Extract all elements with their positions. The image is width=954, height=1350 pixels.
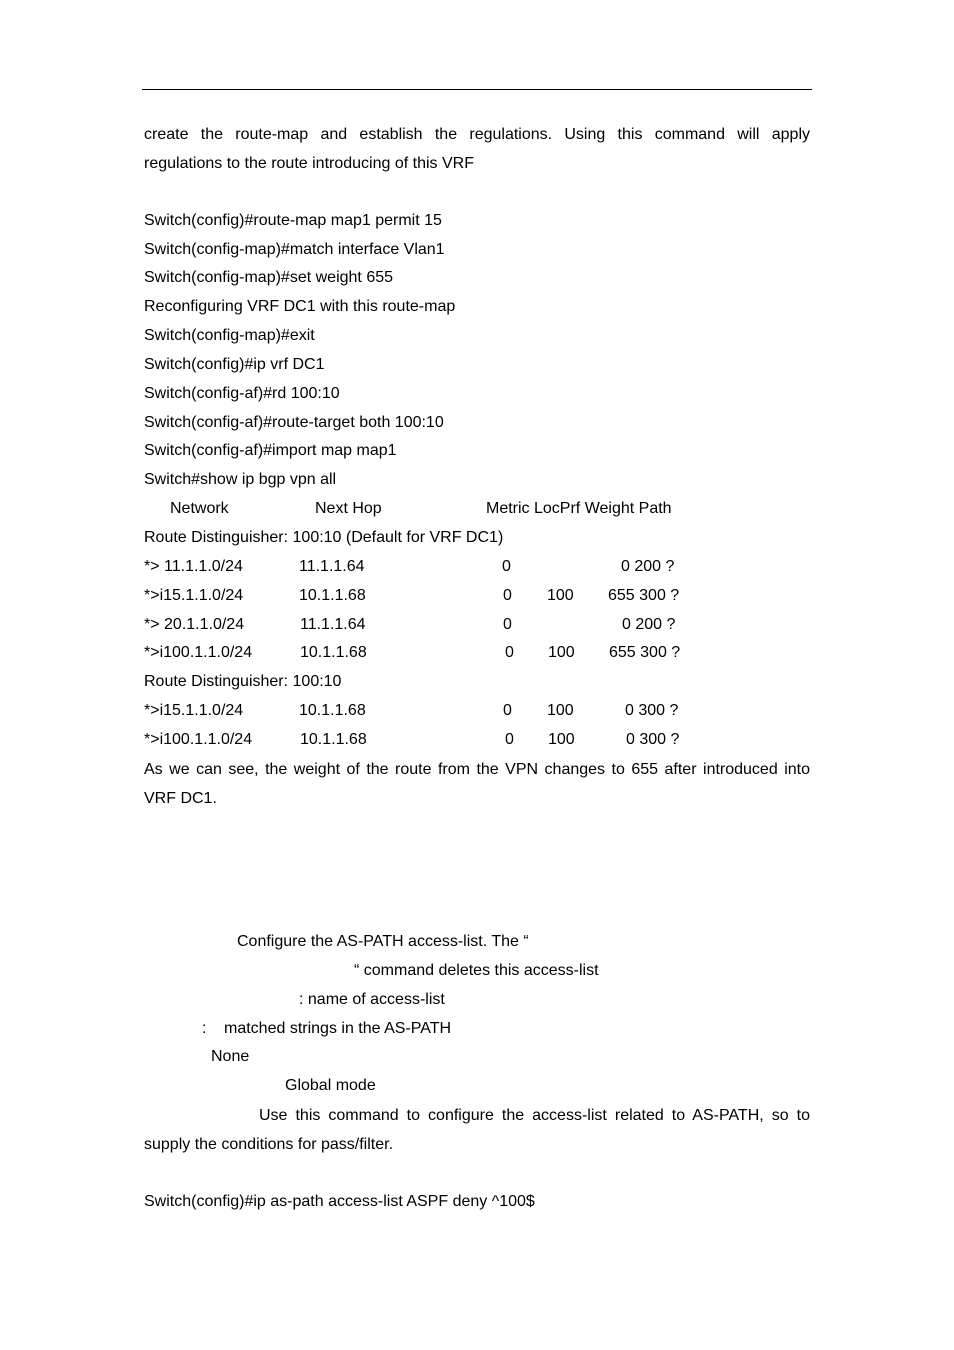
command-line: Switch(config-af)#import map map1 xyxy=(144,442,397,459)
header-next-hop: Next Hop xyxy=(315,500,382,517)
cell-network: *>i15.1.1.0/24 xyxy=(144,587,244,604)
cell-locprf: 100 xyxy=(547,702,574,719)
parameter-name-description: : name of access-list xyxy=(299,991,445,1008)
cell-network: *>i100.1.1.0/24 xyxy=(144,644,253,661)
cell-metric: 0 xyxy=(503,587,512,604)
command-line: Switch(config-af)#route-target both 100:10 xyxy=(144,414,444,431)
route-distinguisher-dc1: Route Distinguisher: 100:10 (Default for VRF DC1) xyxy=(144,529,504,546)
cell-locprf: 100 xyxy=(547,587,574,604)
usage-line-2: supply the conditions for pass/filter. xyxy=(144,1136,394,1153)
command-line: Reconfiguring VRF DC1 with this route-map xyxy=(144,298,456,315)
command-line: Switch#show ip bgp vpn all xyxy=(144,471,337,488)
cell-metric: 0 xyxy=(505,731,514,748)
cell-network: *> 20.1.1.0/24 xyxy=(144,616,245,633)
cell-next-hop: 10.1.1.68 xyxy=(299,587,366,604)
header-rule xyxy=(142,89,812,90)
cell-weight-path: 655 300 ? xyxy=(608,587,680,604)
cell-metric: 0 xyxy=(502,558,511,575)
intro-line-1: create the route-map and establish the regulations. Using this command will apply xyxy=(144,126,810,143)
cell-network: *>i15.1.1.0/24 xyxy=(144,702,244,719)
command-line: Switch(config-af)#rd 100:10 xyxy=(144,385,340,402)
header-metric-locprf-weight-path: Metric LocPrf Weight Path xyxy=(486,500,672,517)
conclusion-line-2: VRF DC1. xyxy=(144,790,217,807)
command-line: Switch(config-map)#set weight 655 xyxy=(144,269,394,286)
conclusion-paragraph xyxy=(144,755,810,813)
cell-next-hop: 11.1.1.64 xyxy=(300,616,366,633)
cell-next-hop: 10.1.1.68 xyxy=(300,644,367,661)
function-description: Configure the AS-PATH access-list. The “ xyxy=(237,933,529,950)
command-line: Switch(config-map)#match interface Vlan1 xyxy=(144,241,445,258)
cell-locprf: 100 xyxy=(548,731,575,748)
example-command: Switch(config)#ip as-path access-list ASPF deny ^100$ xyxy=(144,1193,535,1210)
intro-line-2: regulations to the route introducing of this VRF xyxy=(144,155,474,172)
cell-next-hop: 11.1.1.64 xyxy=(299,558,365,575)
usage-line-1: Use this command to configure the access-list related to AS-PATH, so to xyxy=(259,1107,810,1124)
function-description-cont: “ command deletes this access-list xyxy=(354,962,599,979)
parameter-colon: : xyxy=(202,1020,207,1037)
cell-weight-path: 655 300 ? xyxy=(609,644,681,661)
cell-weight-path: 0 200 ? xyxy=(621,558,675,575)
cell-locprf: 100 xyxy=(548,644,575,661)
command-mode: Global mode xyxy=(285,1077,376,1094)
cell-weight-path: 0 300 ? xyxy=(626,731,680,748)
command-line: Switch(config)#ip vrf DC1 xyxy=(144,356,325,373)
cell-metric: 0 xyxy=(505,644,514,661)
command-line: Switch(config-map)#exit xyxy=(144,327,315,344)
header-network: Network xyxy=(170,500,229,517)
route-distinguisher: Route Distinguisher: 100:10 xyxy=(144,673,342,690)
cell-next-hop: 10.1.1.68 xyxy=(300,731,367,748)
command-line: Switch(config)#route-map map1 permit 15 xyxy=(144,212,442,229)
cell-metric: 0 xyxy=(503,702,512,719)
cell-weight-path: 0 300 ? xyxy=(625,702,679,719)
cell-next-hop: 10.1.1.68 xyxy=(299,702,366,719)
cell-weight-path: 0 200 ? xyxy=(622,616,676,633)
default-value: None xyxy=(211,1048,250,1065)
usage-guide xyxy=(144,1101,810,1159)
intro-paragraph xyxy=(144,120,810,178)
cell-network: *>i100.1.1.0/24 xyxy=(144,731,253,748)
conclusion-line-1: As we can see, the weight of the route from the VPN changes to 655 after introduced into xyxy=(144,761,810,778)
cell-network: *> 11.1.1.0/24 xyxy=(144,558,243,575)
cell-metric: 0 xyxy=(503,616,512,633)
parameter-strings-description: matched strings in the AS-PATH xyxy=(224,1020,452,1037)
